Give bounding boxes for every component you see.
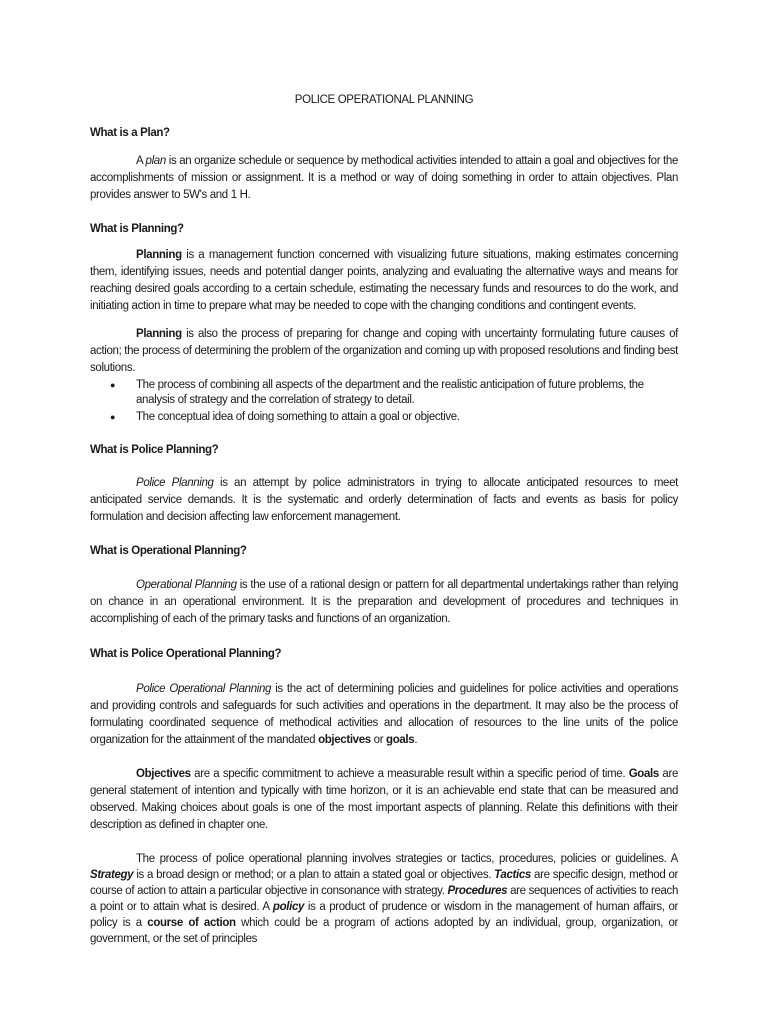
term-course-of-action: course of action (147, 917, 236, 929)
heading-what-is-police-planning: What is Police Planning? (90, 444, 219, 456)
list-item: ● The process of combining all aspects of the department and the realistic anticipation of future problems, the analysis of strategy and the correlation of strategy to detail. (110, 379, 644, 406)
heading-what-is-planning: What is Planning? (90, 223, 184, 235)
paragraph-process: The process of police operational planning involves strategies or tactics, procedures, policies or guidelines. A Strategy is a broad design or method; or a plan to attain a stated goal or objectives. Tactics are specific design, method or course of action to attain a particular objective in consonance with strategy. Procedures are sequences of activities to reach a point or to attain what is desired. A policy is a product of prudence or wisdom in the management of human affairs, or policy is a course of action which could be a program of actions adopted by an individual, group, organization, or government, or the set of principles (90, 853, 678, 945)
paragraph-objectives-goals: Objectives are a specific commitment to achieve a measurable result within a specific period of time. Goals are general statement of intention and typically with time horizon, or it is an achievable end state that can be measured and observed. Making choices about goals is one of the most important aspects of planning. Relate this definitions with their description as defined in chapter one. (90, 768, 678, 831)
term-plan: plan (145, 155, 166, 167)
document-title: POLICE OPERATIONAL PLANNING (294, 94, 474, 106)
term-police-operational-planning: Police Operational Planning (136, 683, 272, 695)
term-goals: goals (386, 734, 415, 746)
paragraph-planning-1: Planning is a management function concerned with visualizing future situations, making estimates concerning them, identifying issues, needs and potential danger points, analyzing and evaluating the alternative ways and means for reaching desired goals according to a certain schedule, estimating the necessary funds and resources to do the work, and initiating action in time to prepare what may be needed to cope with the changing conditions and contingent events. (90, 249, 678, 312)
term-policy: policy (272, 901, 305, 913)
paragraph-operational-planning: Operational Planning is the use of a rational design or pattern for all departmental undertakings rather than relying on chance in an operational environment. It is the preparation and development of procedures and techniques in accomplishing of each of the primary tasks and functions of an organization. (90, 579, 678, 625)
list-item: ● The conceptual idea of doing something to attain a goal or objective. (110, 411, 460, 423)
term-procedures: Procedures (447, 885, 508, 897)
term-planning: Planning (136, 328, 182, 340)
heading-what-is-operational-planning: What is Operational Planning? (90, 545, 247, 557)
term-tactics: Tactics (494, 869, 531, 881)
term-police-planning: Police Planning (136, 477, 214, 489)
paragraph-police-operational-planning: Police Operational Planning is the act of determining policies and guidelines for police activities and operations and providing controls and safeguards for such activities and operations in the department. It may also be the process of formulating coordinated sequence of methodical activities and allocation of resources to the line units of the police organization for the attainment of the mandated objectives or goals. (90, 683, 678, 746)
planning-bullet-list (90, 378, 678, 427)
term-goals: Goals (628, 768, 659, 780)
bullet-icon: ● (110, 412, 116, 422)
term-strategy: Strategy (90, 869, 134, 881)
paragraph-police-planning: Police Planning is an attempt by police administrators in trying to allocate anticipated resources to meet anticipated service demands. It is the systematic and orderly determination of facts and events as basis for policy formulation and decision affecting law enforcement management. (90, 477, 678, 523)
heading-what-is-police-operational-planning: What is Police Operational Planning? (90, 648, 282, 660)
heading-what-is-plan: What is a Plan? (90, 127, 170, 139)
term-objectives: objectives (318, 734, 371, 746)
term-operational-planning: Operational Planning (136, 579, 237, 591)
paragraph-planning-2: Planning is also the process of preparing for change and coping with uncertainty formulating future causes of action; the process of determining the problem of the organization and coming up with proposed resolutions and finding best solutions. (90, 328, 678, 374)
paragraph-plan: A plan is an organize schedule or sequence by methodical activities intended to attain a goal and objectives for the accomplishments of mission or assignment. It is a method or way of doing something in order to attain objectives. Plan provides answer to 5W's and 1 H. (90, 155, 678, 201)
bullet-icon: ● (110, 380, 116, 390)
term-planning: Planning (136, 249, 182, 261)
term-objectives: Objectives (136, 768, 191, 780)
